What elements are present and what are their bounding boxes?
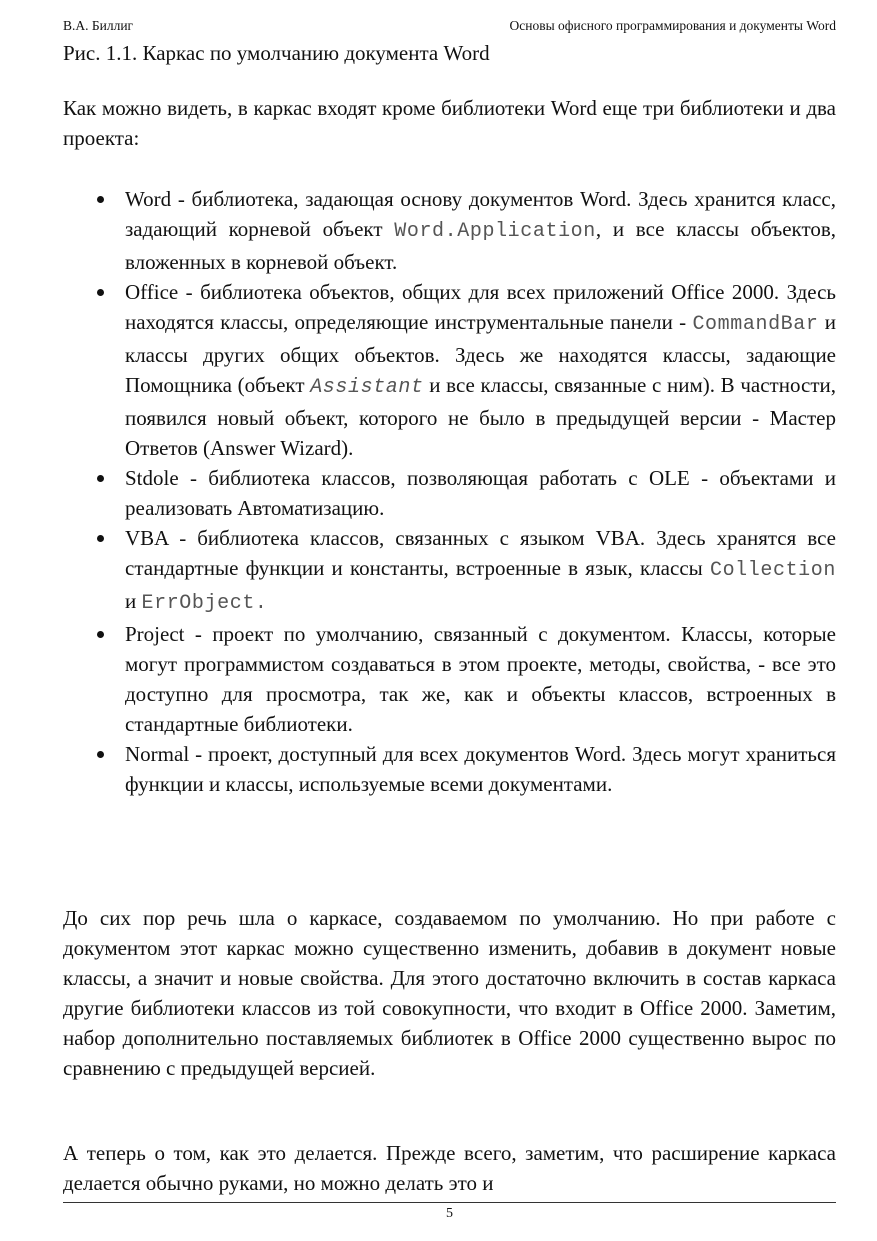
- list-item-text: и все классы, связанные с ним). В частности, появился новый объект, которого не было в предыдущей версии - Мастер Ответов (Answer Wizard).: [125, 373, 836, 460]
- body-paragraph-3: А теперь о том, как это делается. Прежде всего, заметим, что расширение каркаса делается обычно руками, но можно делать это и: [63, 1141, 836, 1195]
- code-commandbar: CommandBar: [692, 313, 819, 336]
- list-item-text: Word - библиотека, задающая основу документов Word. Здесь хранится класс, задающий корневой объект: [125, 187, 836, 241]
- bullet-icon: [97, 751, 104, 758]
- list-item-office: [63, 277, 836, 463]
- header-book-title: Основы офисного программирования и документы Word: [509, 18, 836, 33]
- list-item-text: , и все классы объектов, вложенных в корневой объект.: [125, 217, 837, 274]
- body-paragraph-2: До сих пор речь шла о каркасе, создаваемом по умолчанию. Но при работе с документом этот каркас можно существенно изменить, добавив в документ новые классы, а значит и новые свойства. Для этого достаточно включить в состав каркаса другие библиотеки классов из той совокупности, что входит в Office 2000. Заметим, набор дополнительно поставляемых библиотек в Office 2000 существенно вырос по сравнению с предыдущей версией.: [63, 906, 836, 1080]
- figure-caption: Рис. 1.1. Каркас по умолчанию документа Word: [63, 41, 490, 65]
- running-header: [63, 17, 836, 35]
- list-item-normal: [63, 739, 836, 799]
- list-item-stdole: [63, 463, 836, 523]
- list-item-vba: [63, 523, 836, 619]
- page-number: 5: [446, 1206, 453, 1221]
- document-page: [63, 0, 836, 1241]
- code-errobject: ErrObject.: [141, 592, 268, 615]
- library-list: [63, 184, 836, 799]
- list-item-text: Stdole - библиотека классов, позволяющая работать с OLE - объектами и реализовать Автоматизацию.: [125, 466, 836, 520]
- bullet-icon: [97, 631, 104, 638]
- code-word-application: Word.Application: [394, 220, 596, 243]
- list-item-text: Office - библиотека объектов, общих для всех приложений Office 2000. Здесь находятся классы, определяющие инструментальные панели -: [125, 280, 836, 334]
- header-author: В.А. Биллиг: [63, 18, 134, 33]
- list-item-text: и классы других общих объектов. Здесь же находятся классы, задающие Помощника (объект: [125, 310, 836, 397]
- code-assistant: Assistant: [310, 376, 424, 399]
- list-item-text: Project - проект по умолчанию, связанный с документом. Классы, которые могут программистом создаваться в этом проекте, методы, свойства, - все это доступно для просмотра, так же, как и объекты классов, встроенных в стандартные библиотеки.: [125, 622, 836, 736]
- bullet-icon: [97, 535, 104, 542]
- footer-divider: [63, 1202, 836, 1203]
- list-item-project: [63, 619, 836, 739]
- list-item-text: Normal - проект, доступный для всех документов Word. Здесь могут храниться функции и классы, используемые всеми документами.: [125, 742, 836, 796]
- list-item-text: VBA - библиотека классов, связанных с языком VBA. Здесь хранятся все стандартные функции и константы, встроенные в язык, классы: [125, 526, 836, 580]
- intro-paragraph: Как можно видеть, в каркас входят кроме библиотеки Word еще три библиотеки и два проекта:: [63, 96, 836, 150]
- list-item-text: и: [125, 589, 142, 613]
- code-collection: Collection: [709, 559, 836, 582]
- bullet-icon: [97, 196, 104, 203]
- bullet-icon: [97, 289, 104, 296]
- list-item-word: [63, 184, 836, 277]
- bullet-icon: [97, 475, 104, 482]
